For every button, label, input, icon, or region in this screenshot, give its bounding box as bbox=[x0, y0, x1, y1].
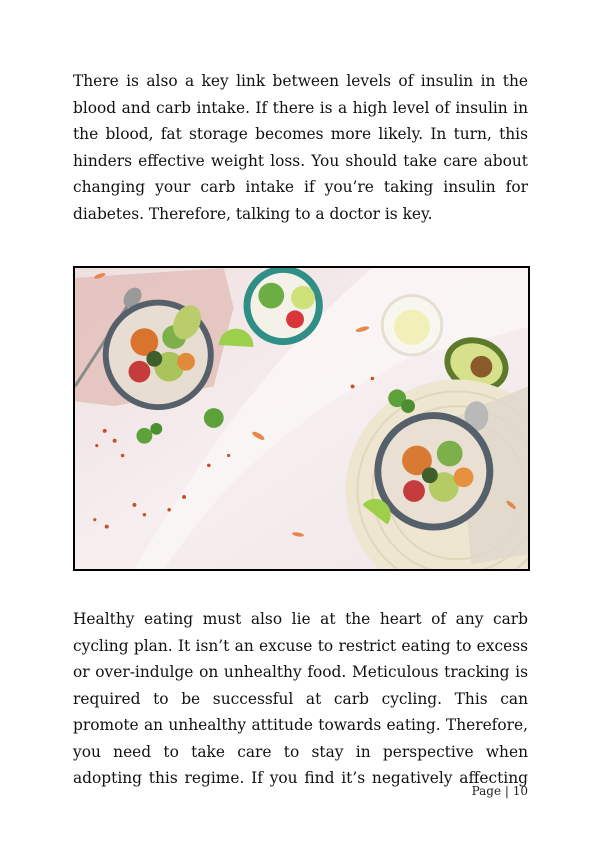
food-photo-illustration bbox=[75, 268, 528, 569]
body-paragraph-1: There is also a key link between levels of insulin in the blood and carb intake. If there is a high level of insulin in the blood, fat storage becomes more likely. In turn, this hinders effective weight loss. You should take care about changing your carb intake if you’re taking insulin for diabetes. Therefore, talking to a doctor is key. bbox=[73, 72, 528, 223]
food-bowls-photo bbox=[73, 266, 530, 571]
body-paragraph-2: Healthy eating must also lie at the heart of any carb cycling plan. It isn’t an excuse to restrict eating to excess or over-indulge on unhealthy food. Meticulous tracking is required to be successful at carb cycling. This can promote an unhealthy attitude towards eating. Therefore, you need to take care to stay in perspective when adopting this regime. If you find it’s negatively affecting bbox=[73, 610, 528, 787]
page-number: Page | 10 bbox=[471, 784, 528, 798]
